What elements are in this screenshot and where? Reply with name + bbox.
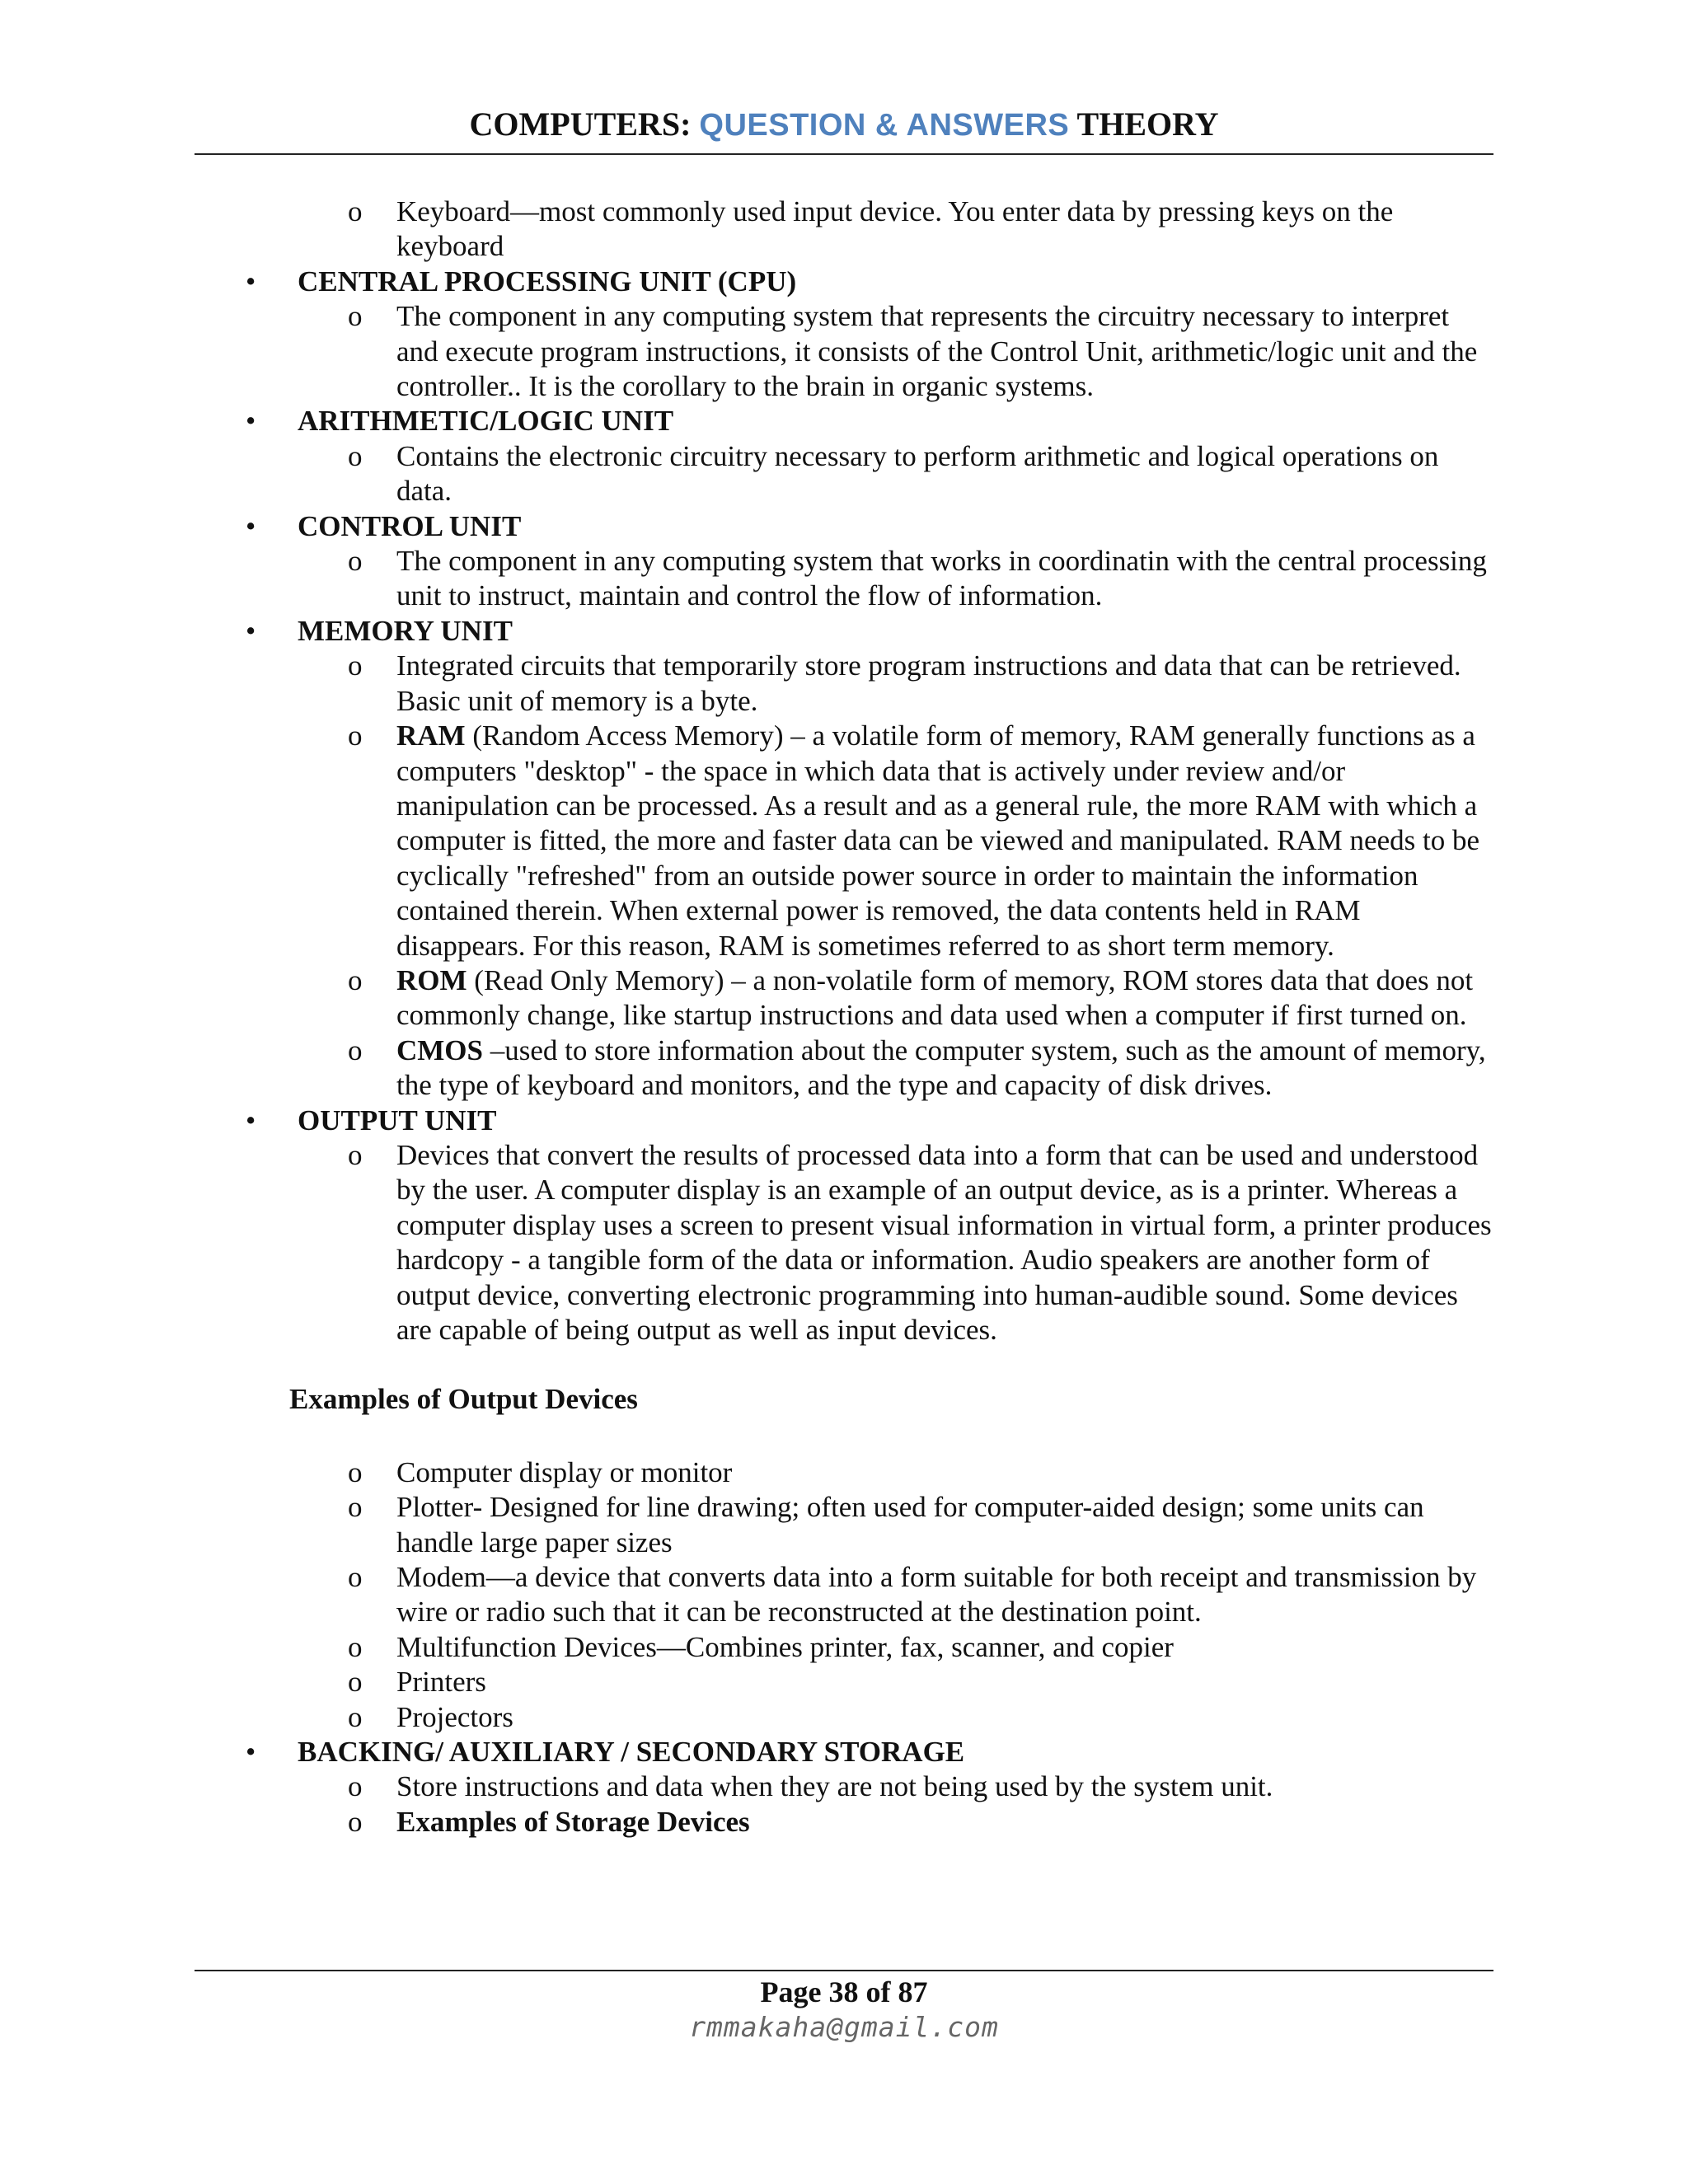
page-header: [195, 104, 1493, 146]
header-title-part3: THEORY: [1069, 105, 1219, 143]
header-rule: [195, 153, 1493, 155]
list-item-rom: [195, 963, 1493, 1033]
list-item: o Store instructions and data when they are not being used by the system unit.: [195, 1769, 1493, 1804]
main-list: [195, 265, 1493, 299]
list-item: o Projectors: [195, 1700, 1493, 1735]
rom-term: ROM: [396, 963, 467, 996]
memory-list: [195, 614, 1493, 1104]
page-number: Page 38 of 87: [760, 1975, 928, 2008]
list-item: o Printers: [195, 1665, 1493, 1699]
alu-list: [195, 404, 1493, 509]
list-item: o Modem—a device that converts data into a form suitable for both receipt and transmission by wire or radio such that it can be reconstructed at the destination point.: [195, 1560, 1493, 1630]
section-heading-control: • CONTROL UNIT: [195, 509, 1493, 544]
list-item: o The component in any computing system that works in coordinatin with the central processing unit to instruct, maintain and control the flow of information.: [195, 544, 1493, 614]
list-item: o Keyboard—most commonly used input device. You enter data by pressing keys on the keyboard: [195, 194, 1493, 265]
list-item-storage-examples: [195, 1805, 1493, 1840]
list-item: o Integrated circuits that temporarily store program instructions and data that can be retrieved. Basic unit of memory is a byte.: [195, 649, 1493, 719]
cmos-term: CMOS: [396, 1033, 483, 1066]
list-item: o Devices that convert the results of processed data into a form that can be used and understood by the user. A computer display is an example of an output device, as is a printer. Whereas a computer display uses a screen to present visual information in virtual form, a printer produces hardcopy - a tangible form of the data or information. Audio speakers are another form of output device, converting electronic programming into human-audible sound. Some devices are capable of being output as well as input devices.: [195, 1138, 1493, 1347]
section-heading-storage: • BACKING/ AUXILIARY / SECONDARY STORAGE: [195, 1735, 1493, 1769]
cpu-sublist: [195, 299, 1493, 404]
control-list: [195, 509, 1493, 614]
storage-list: [195, 1735, 1493, 1840]
section-heading-cpu: • CENTRAL PROCESSING UNIT (CPU): [195, 265, 1493, 299]
list-item: o Computer display or monitor: [195, 1455, 1493, 1490]
list-item: o The component in any computing system that represents the circuitry necessary to interpret and execute program instructions, it consists of the Control Unit, arithmetic/logic unit and the controller.. It is the corollary to the brain in organic systems.: [195, 299, 1493, 404]
ram-description: (Random Access Memory) – a volatile form of memory, RAM generally functions as a computers "desktop" - the space in which data that is actively under review and/or manipulation can be processed. As a result and as a general rule, the more RAM with which a computer is fitted, the more and faster data can be viewed and manipulated. RAM needs to be cyclically "refreshed" from an outside power source in order to maintain the information contained therein. When external power is removed, the data contents held in RAM disappears. For this reason, RAM is sometimes referred to as short term memory.: [396, 719, 1480, 962]
keyboard-list: [195, 194, 1493, 265]
cmos-description: –used to store information about the computer system, such as the amount of memory, the type of keyboard and monitors, and the type and capacity of disk drives.: [396, 1033, 1486, 1102]
section-heading-alu: • ARITHMETIC/LOGIC UNIT: [195, 404, 1493, 438]
output-list: [195, 1104, 1493, 1348]
examples-list: [195, 1455, 1493, 1735]
list-item: o Plotter- Designed for line drawing; often used for computer-aided design; some units can handle large paper sizes: [195, 1490, 1493, 1560]
footer-email: rmmakaha@gmail.com: [689, 2011, 999, 2043]
footer-rule: [195, 1970, 1493, 1971]
list-item-ram: [195, 719, 1493, 963]
list-item: o Multifunction Devices—Combines printer, fax, scanner, and copier: [195, 1630, 1493, 1665]
header-title-part1: COMPUTERS: [469, 105, 681, 143]
storage-examples-label: Examples of Storage Devices: [396, 1805, 750, 1838]
header-separator: :: [680, 105, 700, 143]
ram-term: RAM: [396, 719, 466, 752]
page-content: [195, 194, 1493, 1840]
list-item: o Contains the electronic circuitry necessary to perform arithmetic and logical operations on data.: [195, 439, 1493, 509]
section-heading-memory: • MEMORY UNIT: [195, 614, 1493, 649]
header-title-part2: QUESTION & ANSWERS: [699, 108, 1070, 143]
rom-description: (Read Only Memory) – a non-volatile form of memory, ROM stores data that does not commonly change, like startup instructions and data used when a computer if first turned on.: [396, 963, 1474, 1032]
section-heading-output: • OUTPUT UNIT: [195, 1104, 1493, 1138]
list-item-cmos: [195, 1033, 1493, 1104]
examples-heading: Examples of Output Devices: [289, 1383, 638, 1416]
